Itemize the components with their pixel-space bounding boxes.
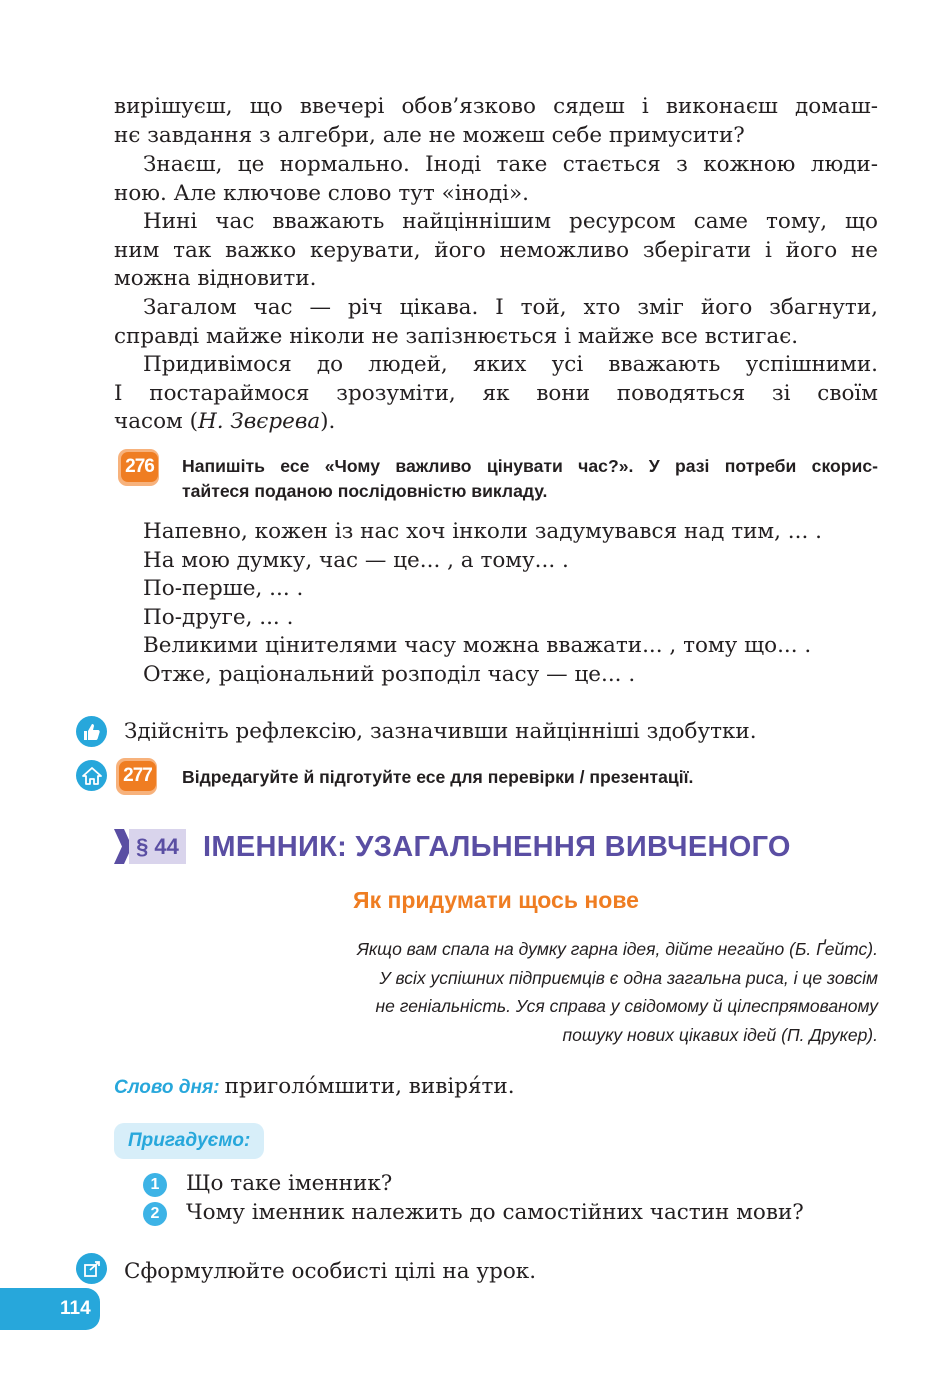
text-line: вирішуєш, що ввечері обов’язково сядеш і виконаєш домаш- (114, 94, 878, 119)
goals-text: Сформулюйте особисті цілі на урок. (124, 1259, 537, 1284)
text-fragment: часом ( (114, 409, 198, 435)
intro-paragraph-5 (114, 351, 878, 437)
plan-line: Великими цінителями часу можна вважати... , тому що... . (143, 633, 812, 659)
thumbs-up-icon (76, 716, 107, 747)
home-icon (76, 760, 107, 791)
task-277-badge (116, 758, 157, 795)
epigraph-line: пошуку нових цікавих ідей (П. Друкер). (562, 1024, 878, 1045)
intro-paragraph-2 (114, 151, 878, 208)
epigraph (357, 935, 878, 1049)
word-of-day-text: приголо́мшити, вивіря́ти. (224, 1074, 515, 1099)
epigraph-line: У всіх успішних підприємців є одна загальна риса, і це зовсім (379, 967, 878, 988)
intro-paragraph-3 (114, 208, 878, 294)
text-line: Нині час вважають найціннішим ресурсом саме тому, що (143, 209, 878, 234)
page-number-tab (0, 1288, 100, 1330)
recall-label: Пригадуємо: (114, 1123, 264, 1159)
section-number: § 44 (129, 829, 186, 864)
task-276-badge (118, 449, 159, 486)
task-number: 277 (119, 761, 156, 791)
plan-line: Напевно, кожен із нас хоч інколи задумувався над тим, ... . (143, 519, 822, 544)
text-fragment: ). (320, 409, 336, 435)
plan-line: По-друге, ... . (143, 604, 294, 630)
text-line: нє завдання з алгебри, але не можеш себе примусити? (114, 122, 745, 148)
task-277-text: Відредагуйте й підготуйте есе для перевірки / презентації. (182, 767, 694, 787)
page-number: 114 (60, 1298, 91, 1319)
essay-plan (143, 518, 822, 690)
question-text: Що таке іменник? (186, 1171, 393, 1196)
epigraph-line: Якщо вам спала на думку гарна ідея, дійте негайно (Б. Ґейтс). (356, 939, 878, 959)
task-line: Напишіть есе «Чому важливо цінувати час?». У разі потреби скорис- (182, 456, 878, 476)
task-276-text (182, 454, 878, 504)
intro-paragraph-1 (114, 93, 878, 150)
text-line: І постараймося зрозуміти, як вони поводяться зі своїм (114, 380, 878, 406)
intro-paragraph-4 (114, 294, 878, 351)
author-name: Н. Звєрева (197, 409, 321, 435)
text-line: Загалом час — річ цікава. І той, хто зміг його збагнути, (143, 295, 878, 320)
text-line: Придивімося до людей, яких усі вважають успішними. (143, 352, 878, 377)
task-number: 276 (121, 452, 158, 482)
plan-line: По-перше, ... . (143, 576, 304, 602)
plan-line: Отже, раціональний розподіл часу — це... . (143, 661, 636, 687)
question-number: 2 (143, 1202, 167, 1226)
plan-line: На мою думку, час — це... , а тому... . (143, 547, 569, 573)
text-line: ною. Але ключове слово тут «іноді». (114, 180, 529, 206)
target-goals-icon (76, 1253, 107, 1284)
section-number-tab (114, 829, 186, 864)
text-line: справді майже ніколи не запізнюється і майже все встигає. (114, 323, 799, 349)
task-line: тайтеся поданою послідовністю викладу. (182, 481, 548, 501)
question-text: Чому іменник належить до самостійних частин мови? (186, 1200, 804, 1225)
section-subtitle: Як придумати щось нове (353, 887, 639, 913)
text-line: Знаєш, це нормально. Іноді таке стається з кожною люди- (143, 152, 878, 177)
word-of-day (114, 1073, 515, 1102)
epigraph-line: не геніальність. Уся справа у свідомому й цілеспрямованому (375, 996, 878, 1016)
reflection-text: Здійсніть рефлексію, зазначивши найцінніші здобутки. (124, 719, 757, 744)
question-number: 1 (143, 1173, 167, 1197)
text-line (114, 408, 878, 437)
section-title: ІМЕННИК: УЗАГАЛЬНЕННЯ ВИВЧЕНОГО (203, 831, 791, 863)
word-of-day-label: Слово дня: (114, 1077, 220, 1098)
text-line: ним так важко керувати, його неможливо зберігати і його не (114, 237, 878, 263)
text-line: можна відновити. (114, 266, 317, 292)
